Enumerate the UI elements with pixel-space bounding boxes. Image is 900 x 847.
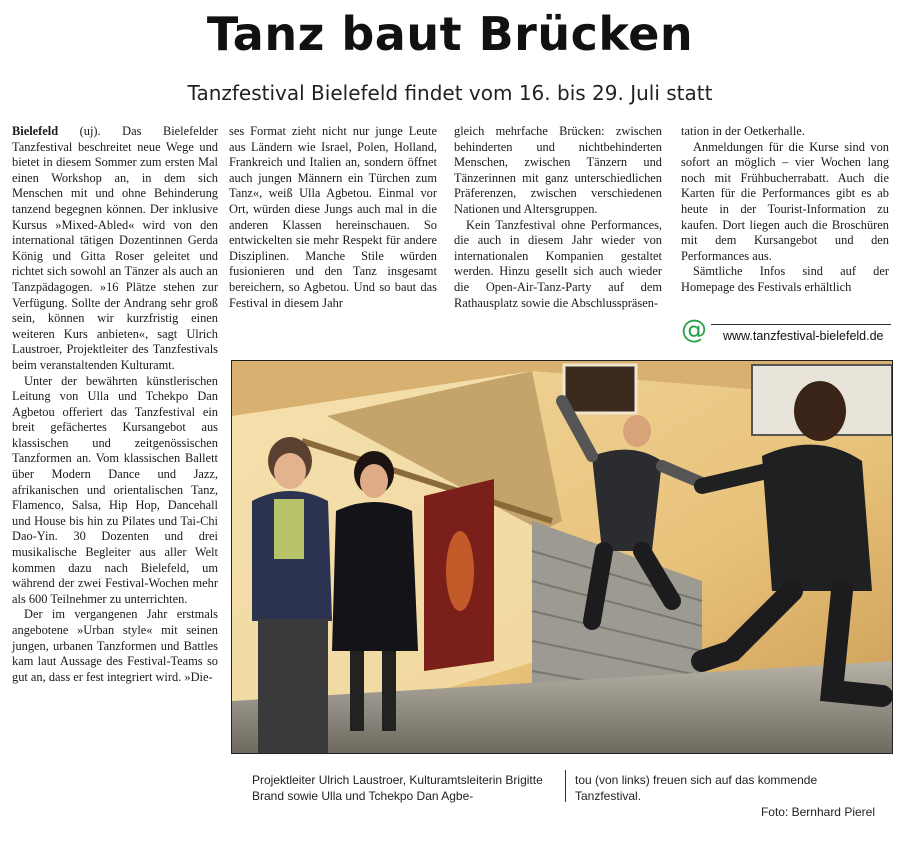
paragraph: Der im vergangenen Jahr erstmals angebotene »Urban style« mit seinen jungen, urbanen Tanzformen und Battles kam laut Aussage des Festival-Teams so gut an, dass er fest integriert wird. »Die- xyxy=(12,607,218,684)
photo-caption-left: Projektleiter Ulrich Laustroer, Kulturamtsleiterin Brigitte Brand sowie Ulla und Tchekpo Dan Agbe- xyxy=(252,773,543,803)
article-column-2 xyxy=(229,124,437,311)
caption-divider xyxy=(565,770,566,802)
caption-text: tou (von links) freuen sich auf das kommende Tanzfestival. xyxy=(575,773,818,803)
paragraph: Anmeldungen für die Kurse sind von sofort an möglich – vier Wochen lang noch mit Frühbucherrabatt. Auch die Karten für die Performances gibt es ab heute in der Tourist-Information zu kaufen. Dort liegen auch die Broschüren mit dem Kursangebot und den Performances aus. xyxy=(681,139,889,263)
paragraph: Sämtliche Infos sind auf der Homepage des Festivals erhältlich xyxy=(681,264,889,294)
paragraph: Unter der bewährten künstlerischen Leitung von Ulla und Tchekpo Dan Agbetou offeriert das Tanzfestival ein breit gefächertes Kursangebot aus klassischen und zeitgenössischen Tanzformen an. Vom klassischen Ballett über Modern Dance und Jazz, afrikanischen und orientalischen Tanz, Flamenco, Salsa, Hip Hop, Dancehall und House bis hin zu Pilates und Tai-Chi Dao-Yin. 30 Dozenten und drei musikalische Begleiter aus aller Welt kommen dazu nach Bielefeld, um während der zwei Festival-Wochen mehr als 600 Teilnehmer zu unterrichten. xyxy=(12,373,218,606)
article-column-3 xyxy=(454,124,662,311)
paragraph-text: (uj). Das Bielefelder Tanzfestival beschreitet neue Wege und bietet in diesem Sommer zum ersten Mal einen Workshop an, in dem sich Menschen mit und ohne Behinderung tanzend begegnen können. Der inklusive Kursus »Mixed-Abled« wird von den international tätigen Dozentinnen Gerda König und Gitta Roser geleitet und richtet sich sowohl an Tänzer als auch an Tanzpädagogen. »16 Plätze stehen zur Verfügung. Sollte der Andrang sehr groß sein, können wir kurzfristig einen weiteren Kurs anbieten«, sagt Ulrich Laustroer, Projektleiter des Tanzfestivals beim veranstaltenden Kulturamt. xyxy=(12,124,218,372)
paragraph: ses Format zieht nicht nur junge Leute aus Ländern wie Israel, Polen, Holland, Frankreich und Italien an, sondern öffnet auch jungen Männern ein Türchen zum Tanz«, weiß Ulla Agbetou. Einmal vor Ort, würden diese Jungs auch mal in die anderen Klassen hereinschauen. So entwickelten sie mehr Respekt für andere Disziplinen. Manche Stile würden fusionieren und den Tanz insgesamt bereichern, so Agbetou. Und so baut das Festival in diesem Jahr xyxy=(229,124,437,310)
photo-credit: Foto: Bernhard Pierel xyxy=(760,805,875,819)
subheadline: Tanzfestival Bielefeld findet vom 16. bis 29. Juli statt xyxy=(187,81,713,105)
paragraph xyxy=(12,124,218,374)
paragraph: Kein Tanzfestival ohne Performances, die auch in diesem Jahr wieder von internationalen Kompanien gestaltet werden. Hinzu gesellt sich auch wieder die Open-Air-Tanz-Party auf dem Rathausplatz sowie die Abschlusspräsen- xyxy=(454,217,662,310)
article-column-1 xyxy=(12,124,218,685)
paragraph: gleich mehrfache Brücken: zwischen behinderten und nichtbehinderten Menschen, zwischen Tänzern und Tänzerinnen mit ganz unterschiedlichen Präferenzen, zwischen verschiedenen Nationen und Altersgruppen. xyxy=(454,124,662,216)
article-photo xyxy=(231,360,893,754)
at-icon: @ xyxy=(681,315,707,345)
headline: Tanz baut Brücken xyxy=(206,7,694,61)
website-url[interactable]: www.tanzfestival-bielefeld.de xyxy=(723,329,884,343)
paragraph: tation in der Oetkerhalle. xyxy=(681,124,805,138)
photo-caption-right xyxy=(575,772,875,820)
website-link[interactable] xyxy=(681,316,891,344)
photo-illustration xyxy=(232,361,892,753)
divider xyxy=(711,324,891,325)
dateline: Bielefeld xyxy=(12,124,59,138)
article-column-4 xyxy=(681,124,889,296)
